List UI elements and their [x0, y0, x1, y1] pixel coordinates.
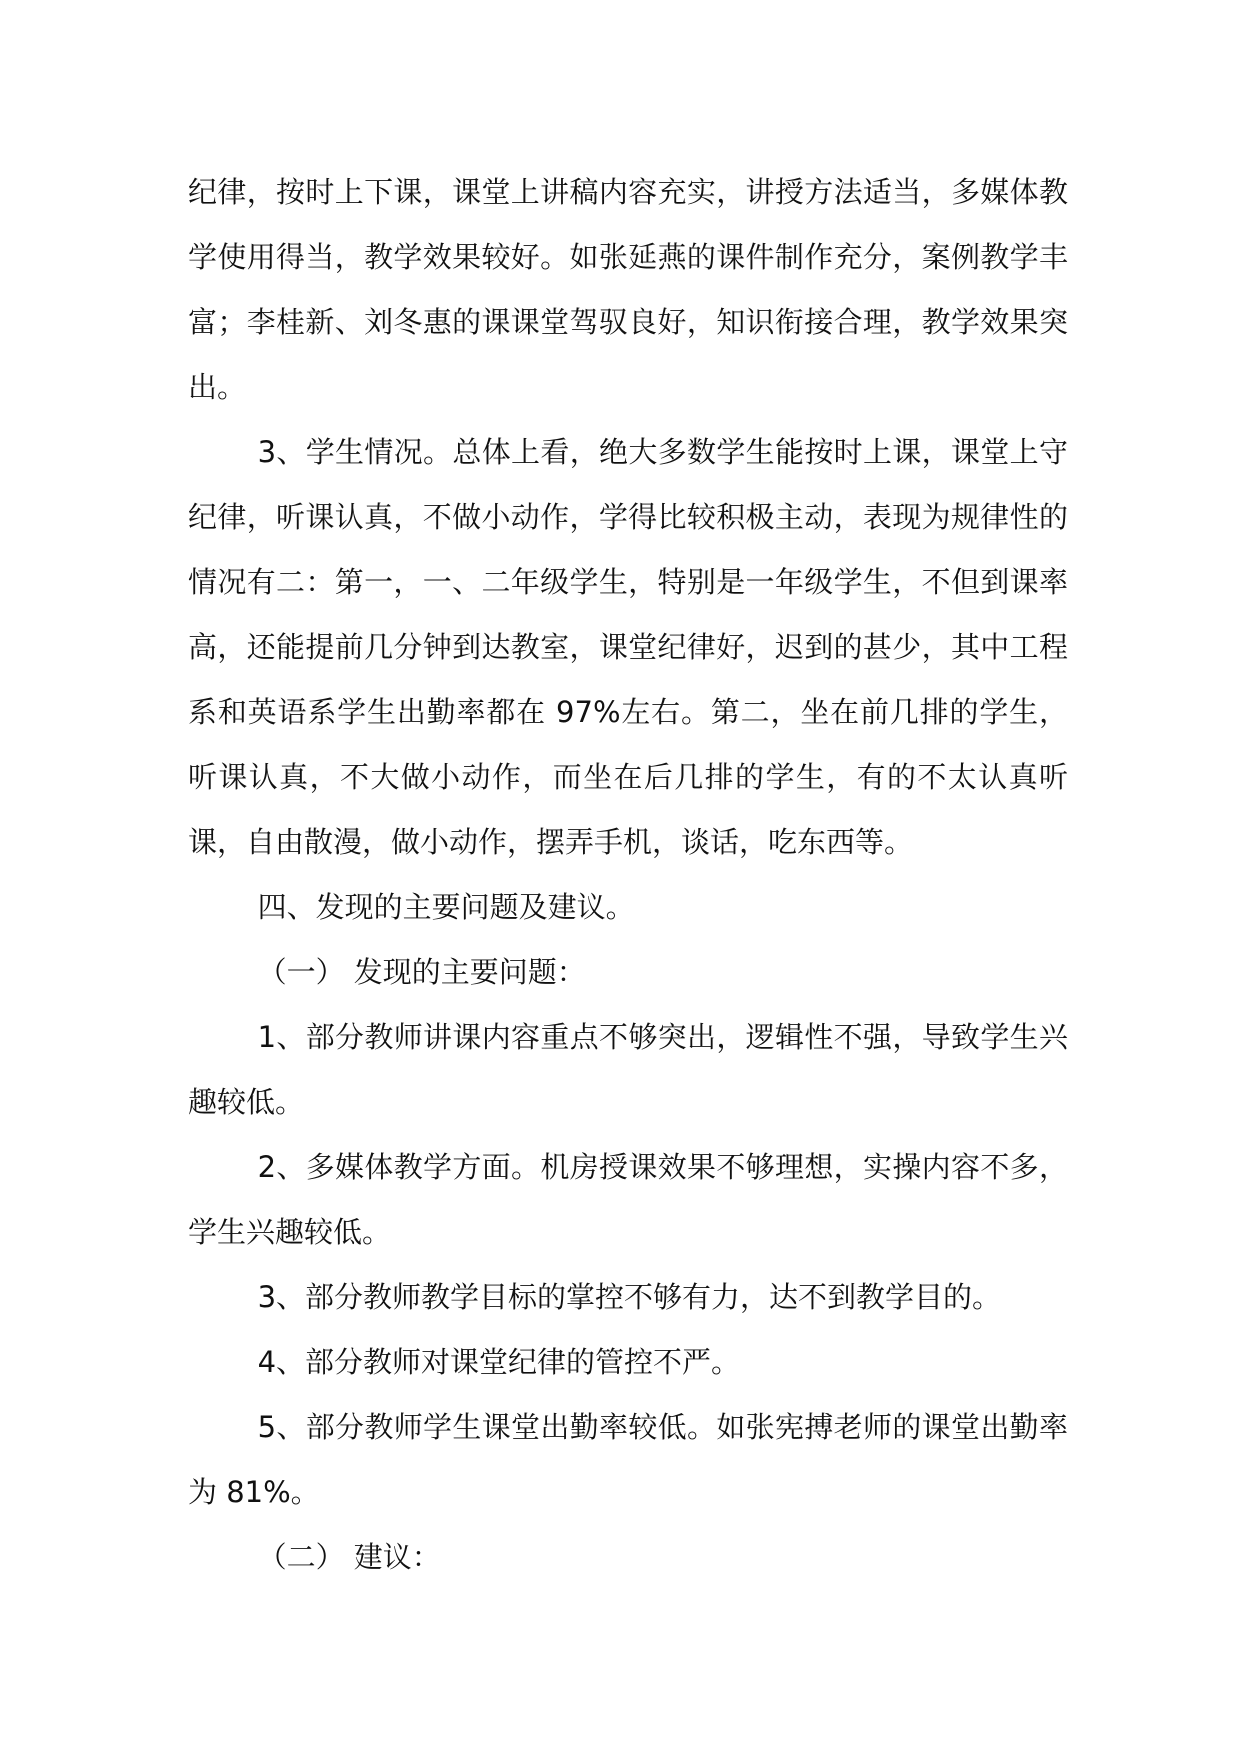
problem-item-4: 4、部分教师对课堂纪律的管控不严。: [257, 1345, 741, 1379]
problem-item-1: 1、部分教师讲课内容重点不够突出，逻辑性不强，导致学生兴趣较低。: [188, 1020, 1068, 1119]
document-body: [188, 160, 1068, 1590]
problem-item-2: 2、多媒体教学方面。机房授课效果不够理想，实操内容不多，学生兴趣较低。: [188, 1150, 1068, 1249]
subheading-problems-found: （一） 发现的主要问题：: [257, 955, 586, 989]
section-heading-main-problems: 四、发现的主要问题及建议。: [257, 890, 635, 924]
paragraph-student-situation: 3、学生情况。总体上看，绝大多数学生能按时上课，课堂上守纪律，听课认真，不做小动作，学得比较积极主动，表现为规律性的情况有二：第一，一、二年级学生，特别是一年级学生，不但到课率高，还能提前几分钟到达教室，课堂纪律好，迟到的甚少，其中工程系和英语系学生出勤率都在 97%左右。第二，坐在前几排的学生，听课认真，不大做小动作，而坐在后几排的学生，有的不太认真听课，自由散漫，做小动作，摆弄手机，谈话，吃东西等。: [188, 435, 1068, 859]
paragraph-teaching-discipline: 纪律，按时上下课，课堂上讲稿内容充实，讲授方法适当，多媒体教学使用得当，教学效果较好。如张延燕的课件制作充分，案例教学丰富；李桂新、刘冬惠的课课堂驾驭良好，知识衔接合理，教学效果突出。: [188, 175, 1068, 404]
subheading-suggestions: （二） 建议：: [257, 1540, 441, 1574]
problem-item-5: 5、部分教师学生课堂出勤率较低。如张宪搏老师的课堂出勤率为 81%。: [188, 1410, 1068, 1509]
problem-item-3: 3、部分教师教学目标的掌控不够有力，达不到教学目的。: [257, 1280, 1002, 1314]
